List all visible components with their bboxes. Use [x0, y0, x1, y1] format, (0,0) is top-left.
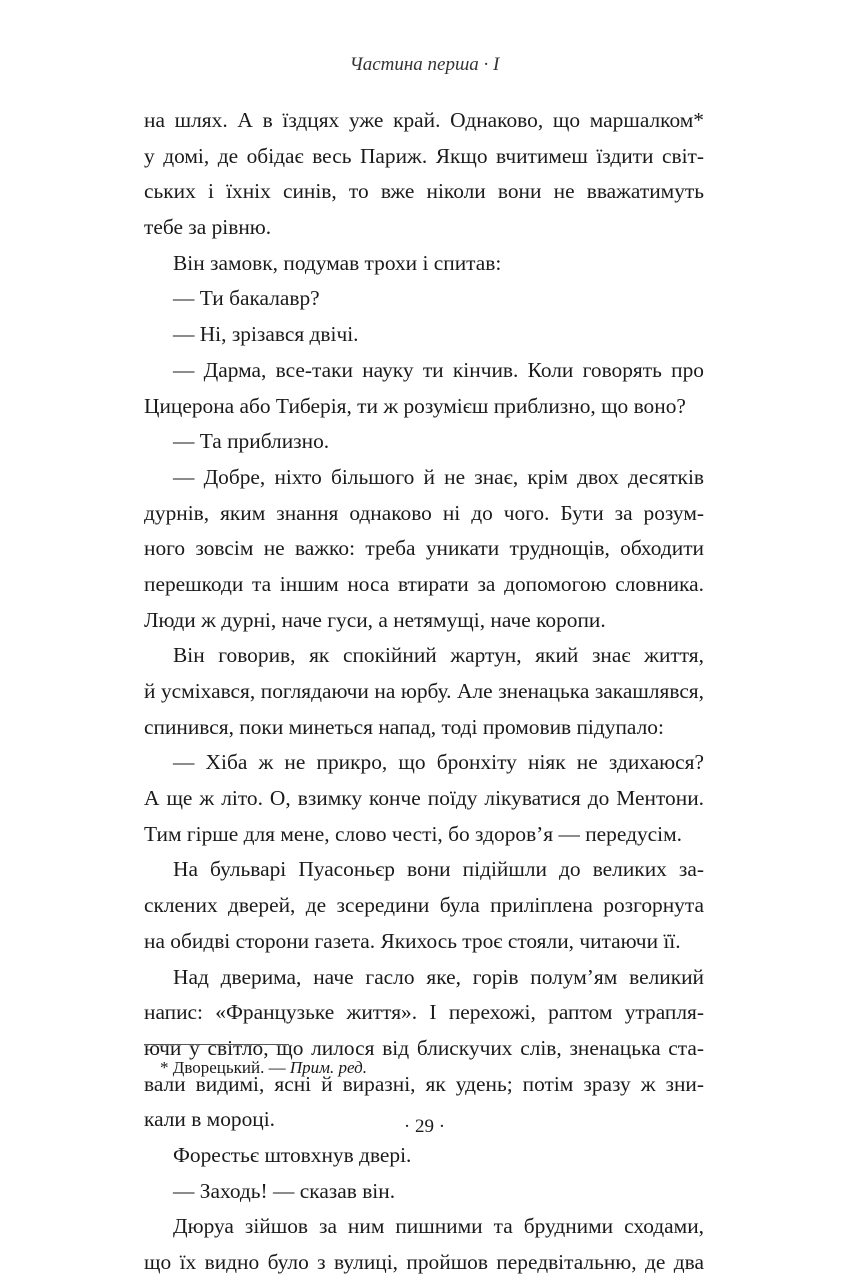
text-line: ючи у світло, що лилося від блискучих слів, зненацька ста- — [144, 1035, 704, 1060]
footnote-divider — [144, 1044, 289, 1045]
text-line: Тим гірше для мене, слово честі, бо здоров’я — передусім. — [144, 821, 682, 846]
text-line: перешкоди та іншим носа втирати за допомогою словника. — [144, 571, 704, 596]
text-line: склених дверей, де зсередини була приліплена розгорнута — [144, 893, 704, 918]
page-number: · 29 · — [403, 1116, 446, 1137]
text-line: — Та приблизно. — [173, 429, 330, 454]
footnote-abbreviation: Прим. ред. — [289, 1058, 367, 1077]
text-line: ських і їхніх синів, то вже ніколи вони не вважатимуть — [144, 179, 704, 204]
text-line: А ще ж літо. О, взимку конче поїду лікуватися до Ментони. — [144, 786, 704, 811]
text-line: — Ти бакалавр? — [173, 286, 320, 311]
text-line: на обидві сторони газета. Якихось троє стояли, читаючи її. — [144, 928, 681, 953]
text-line: у домі, де обідає весь Париж. Якщо вчитимеш їздити світ- — [144, 143, 704, 168]
footnote-text: * Дворецький. — — [160, 1058, 290, 1077]
footnote — [160, 1058, 367, 1078]
text-line: дурнів, яким знання однаково ні до чого. Бути за розум- — [144, 500, 704, 525]
text-line: Цицерона або Тиберія, ти ж розумієш приблизно, що воно? — [144, 393, 686, 418]
text-line: спинився, поки минеться напад, тоді промовив підупало: — [144, 714, 664, 739]
text-line: — Хіба ж не прикро, що бронхіту ніяк не здихаюся? — [173, 750, 704, 775]
text-line: на шлях. А в їздцях уже край. Однаково, що маршалком* — [144, 108, 704, 132]
text-line: вали видимі, ясні й виразні, як удень; потім зразу ж зни- — [144, 1071, 704, 1096]
text-line: — Заходь! — сказав він. — [173, 1178, 396, 1203]
text-line: що їх видно було з вулиці, пройшов передвітальню, де два — [144, 1250, 704, 1274]
text-line: Люди ж дурні, наче гуси, а нетямущі, наче коропи. — [144, 607, 606, 632]
text-line: Він замовк, подумав трохи і спитав: — [173, 250, 502, 275]
text-line: На бульварі Пуасоньєр вони підійшли до великих за- — [173, 857, 704, 882]
text-line: ного зовсім не важко: треба уникати труднощів, обходити — [144, 536, 704, 561]
text-line: кали в мороці. — [144, 1107, 276, 1132]
text-line: Дюруа зійшов за ним пишними та брудними сходами, — [173, 1214, 704, 1239]
text-line: — Ні, зрізався двічі. — [173, 322, 359, 347]
text-line: й усміхався, поглядаючи на юрбу. Але зненацька закашлявся, — [144, 679, 704, 703]
running-head: Частина перша · I — [349, 54, 500, 75]
text-line: Він говорив, як спокійний жартун, який знає життя, — [173, 643, 704, 668]
body-text — [144, 103, 704, 1281]
text-line: — Добре, ніхто більшого й не знає, крім двох десятків — [173, 464, 704, 489]
text-line: Над дверима, наче гасло яке, горів полум’ям великий — [173, 964, 704, 989]
text-line: тебе за рівню. — [144, 215, 272, 240]
text-line: напис: «Французьке життя». І перехожі, раптом утрапля- — [144, 1000, 704, 1025]
text-line: — Дарма, все-таки науку ти кінчив. Коли говорять про — [173, 357, 704, 382]
text-line: Форестьє штовхнув двері. — [173, 1142, 412, 1167]
